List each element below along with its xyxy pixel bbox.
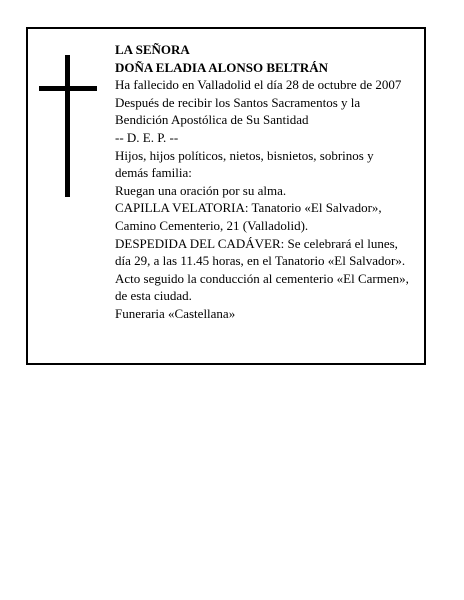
cemetery-line-2: de esta ciudad. — [115, 288, 192, 304]
cross-horizontal-bar — [39, 86, 97, 91]
notice-title-line-1: LA SEÑORA — [115, 42, 190, 57]
obituary-text — [115, 41, 427, 323]
obituary-notice-frame — [26, 27, 426, 365]
deceased-name: DOÑA ELADIA ALONSO BELTRÁN — [115, 59, 328, 75]
rip-line: -- D. E. P. -- — [115, 129, 179, 145]
farewell-line-2: día 29, a las 11.45 horas, en el Tanatorio «El Salvador». — [115, 253, 406, 269]
chapel-line-1: CAPILLA VELATORIA: Tanatorio «El Salvador», — [115, 200, 382, 216]
farewell-line-1: DESPEDIDA DEL CADÁVER: Se celebrará el lunes, — [115, 235, 398, 251]
funeral-home: Funeraria «Castellana» — [115, 305, 236, 321]
prayer-request: Ruegan una oración por su alma. — [115, 182, 287, 198]
cross-vertical-bar — [65, 55, 70, 197]
family-line-1: Hijos, hijos políticos, nietos, bisnietos, sobrinos y — [115, 147, 374, 163]
sacraments-line-2: Bendición Apostólica de Su Santidad — [115, 112, 309, 128]
sacraments-line-1: Después de recibir los Santos Sacramentos y la — [115, 94, 361, 110]
death-announcement: Ha fallecido en Valladolid el día 28 de octubre de 2007 — [115, 77, 402, 93]
family-line-2: demás familia: — [115, 165, 192, 181]
cemetery-line-1: Acto seguido la conducción al cementerio «El Carmen», — [115, 270, 409, 286]
chapel-line-2: Camino Cementerio, 21 (Valladolid). — [115, 217, 309, 233]
cross-icon — [39, 55, 97, 197]
